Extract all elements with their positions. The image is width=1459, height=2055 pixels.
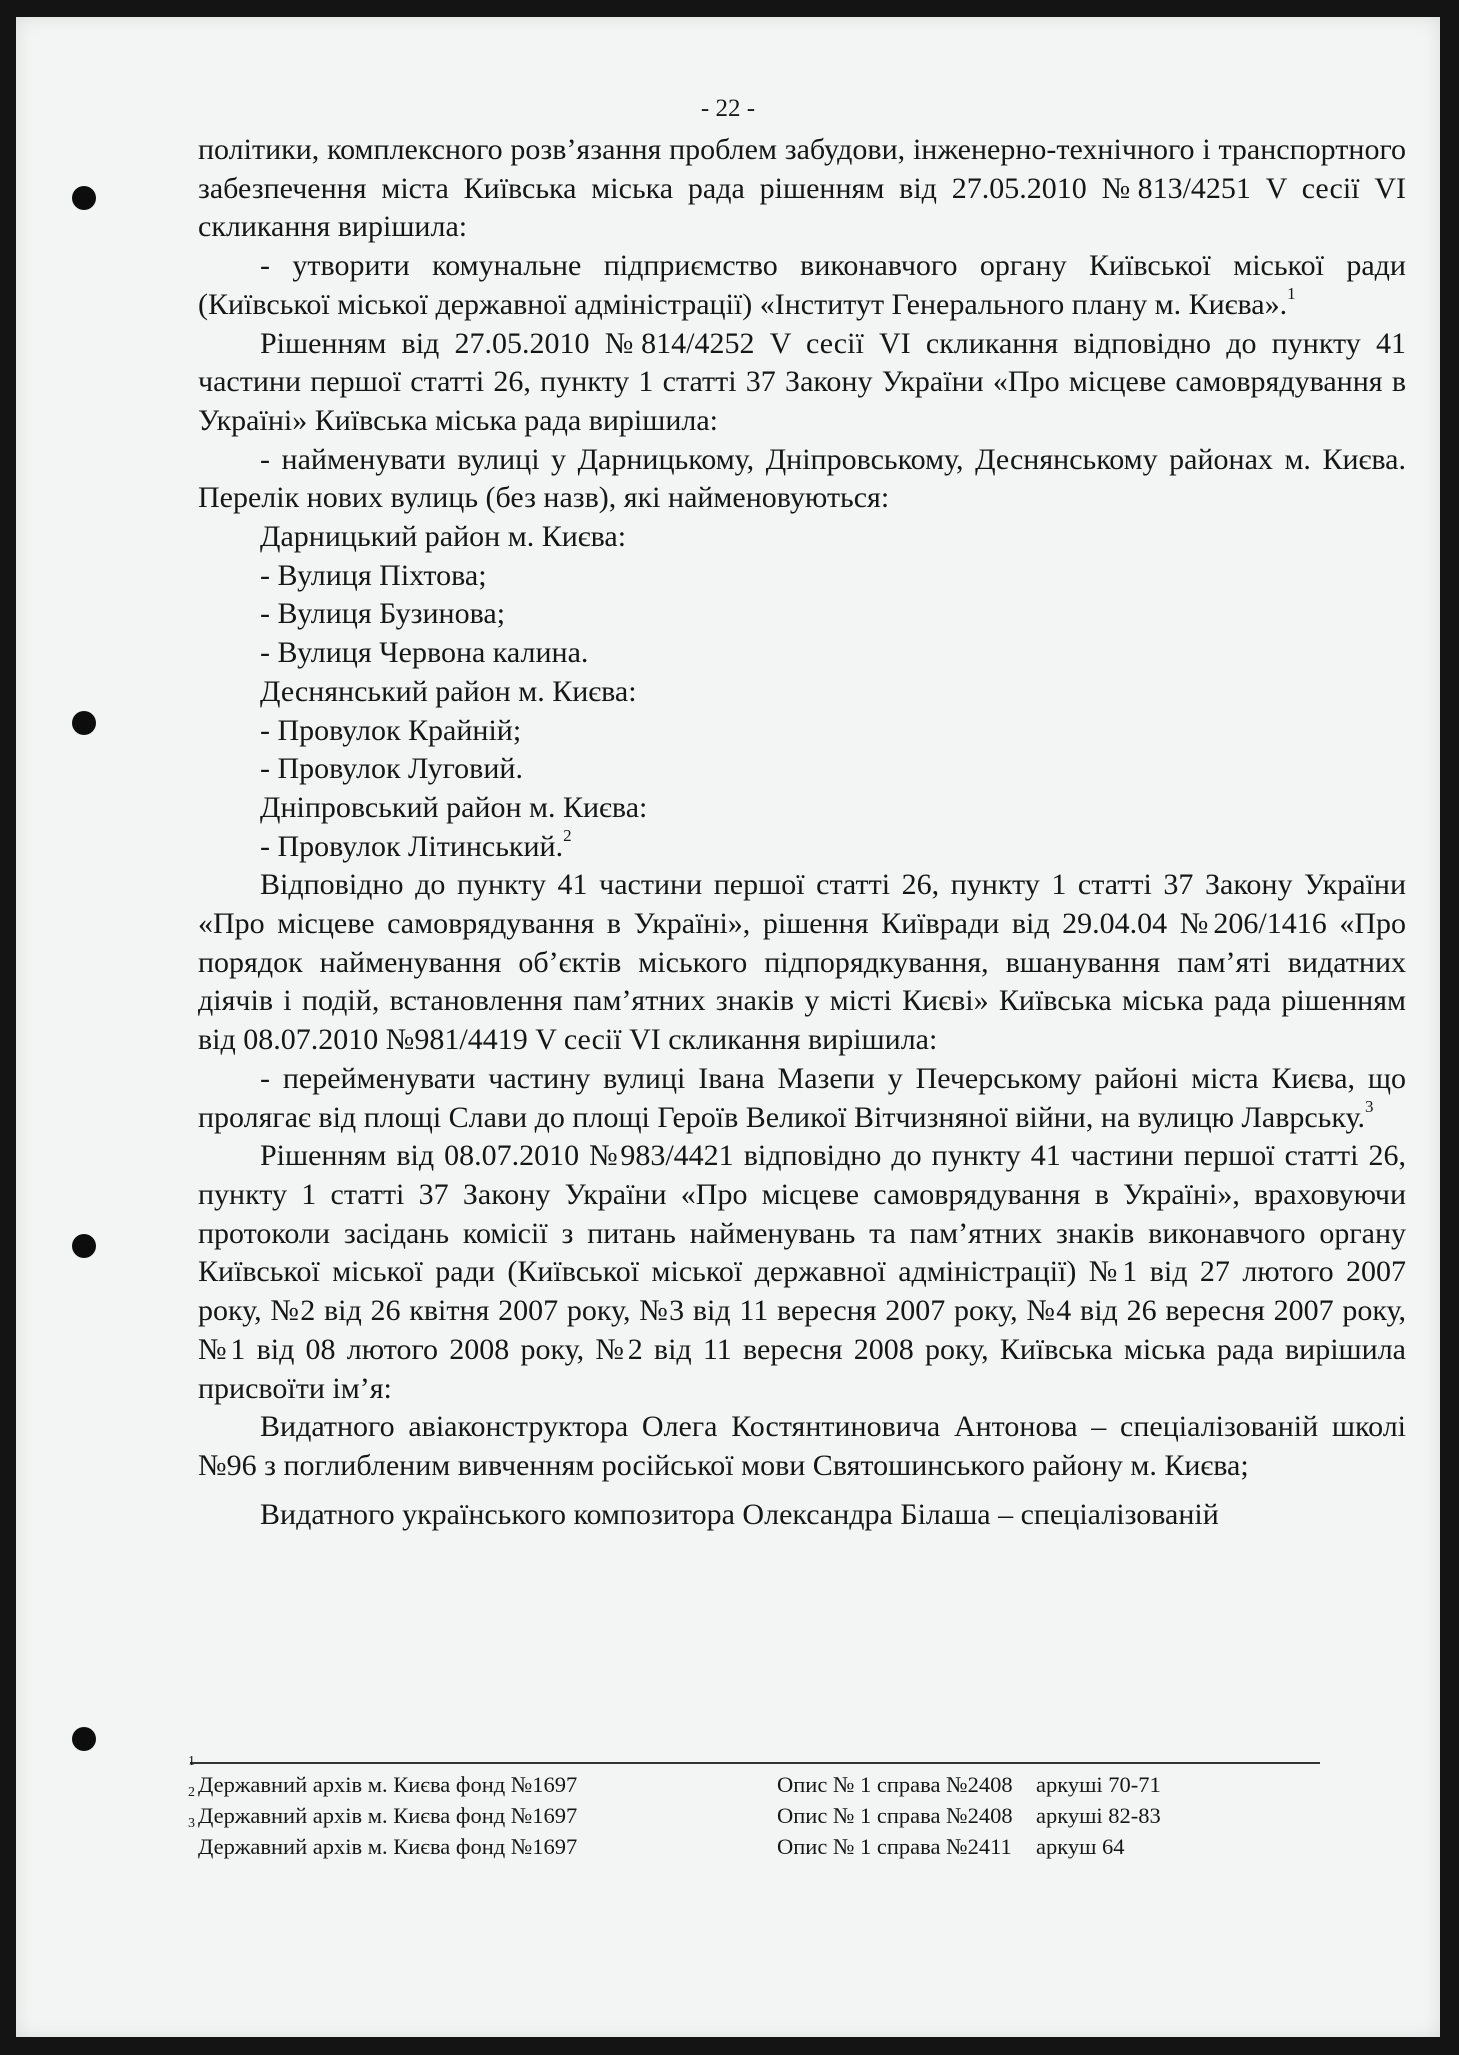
paragraph-text: Рішенням від 08.07.2010 №983/4421 відповідно до пункту 41 частини першої статті 26, пункту 1 статті 37 Закону України «Про місцеве самоврядування в Україні», враховуючи протоколи засідань комісії з питань найменувань та пам’ятних знаків виконавчого органу Київської міської ради (Київської міської державної адміністрації) №1 від 27 лютого 2007 року, №2 від 26 квітня 2007 року, №3 від 11 вересня 2007 року, №4 від 26 вересня 2007 року, №1 від 08 лютого 2008 року, №2 від 11 вересня 2008 року, Київська міська рада вирішила присвоїти ім’я: [198,1139,1406,1405]
paragraph-text: - Провулок Луговий. [260,752,523,786]
footnotes [188,1754,1388,1862]
paragraph-text: - найменувати вулиці у Дарницькому, Дніпровському, Деснянському районах м. Києва. Перелік нових вулиць (без назв), які найменовуються: [198,442,1406,515]
footnote-inventory: Опис № 1 справа №2408 [777,1803,1013,1828]
paragraph [198,1137,1406,1408]
paragraph [198,325,1406,441]
paragraph [198,825,1406,867]
paragraph [198,866,1406,1060]
document-body [198,131,1406,1534]
footnote-row: 3 Державний архів м. Києва фонд №1697 Опис № 1 справа №2411 аркуш 64 [188,1831,1388,1862]
paragraph [198,1496,1406,1535]
paragraph-text: - Вулиця Бузинова; [260,597,506,631]
paragraph [198,750,1406,789]
document-page [16,17,1440,2037]
paragraph-text: Відповідно до пункту 41 частини першої статті 26, пункту 1 статті 37 Закону України «Про місцеве самоврядування в Україні», рішення Київради від 29.04.04 №206/1416 «Про порядок найменування об’єктів міського підпорядкування, вшанування пам’яті видатних діячів і подій, встановлення пам’ятних знаків у місті Києві» Київська міська рада рішенням від 08.07.2010 №981/4419 V сесії VI скликання вирішила: [198,868,1406,1057]
paragraph [198,634,1406,673]
paragraph-text: - Провулок Крайній; [260,713,522,747]
paragraph-text: Видатного українського композитора Олександра Білаша – спеціалізованій [260,1497,1219,1531]
paragraph-text: - перейменувати частину вулиці Івана Мазепи у Печерському районі міста Києва, що пролягає від площі Слави до площі Героїв Великої Вітчизняної війни, на вулицю Лаврську. [198,1061,1406,1134]
paragraph-text: Видатного авіаконструктора Олега Костянтиновича Антонова – спеціалізованій школі №96 з поглибленим вивченням російської мови Святошинського району м. Києва; [198,1410,1406,1482]
paragraph-text: політики, комплексного розв’язання проблем забудови, інженерно-технічного і транспортного забезпечення міста Київська міська рада рішенням від 27.05.2010 №813/4251 V сесії VI скликання вирішила: [198,133,1406,244]
paragraph [198,712,1406,751]
paragraph-text: - Вулиця Піхтова; [260,558,487,592]
footnote-inventory: Опис № 1 справа №2411 [777,1834,1012,1859]
paragraph [198,595,1406,634]
footnote-reference: 1 [1287,283,1296,303]
paragraph [198,131,1406,247]
footnote-sheets: аркуш 64 [1036,1834,1125,1859]
punch-hole [72,186,96,210]
paragraph-text: Деснянський район м. Києва: [260,674,637,708]
paragraph [198,441,1406,518]
footnote-sheets: аркуші 70-71 [1036,1772,1161,1797]
footnote-archive: Державний архів м. Києва фонд №1697 [198,1834,578,1859]
paragraph [198,557,1406,596]
footnote-archive: Державний архів м. Києва фонд №1697 [198,1772,578,1797]
footnote-row: 1 Державний архів м. Києва фонд №1697 Опис № 1 справа №2408 аркуші 70-71 [188,1769,1388,1800]
punch-hole [72,1234,96,1258]
footnote-row: 2 Державний архів м. Києва фонд №1697 Опис № 1 справа №2408 аркуші 82-83 [188,1800,1388,1831]
paragraph [198,1408,1406,1485]
paragraph-text: Дніпровський район м. Києва: [260,790,648,824]
page-number: - 22 - [700,95,756,122]
paragraph [198,247,1406,324]
footnote-inventory: Опис № 1 справа №2408 [777,1772,1013,1797]
punch-hole [72,711,96,735]
paragraph [198,1060,1406,1137]
footnote-reference: 2 [563,825,572,845]
punch-hole [72,1727,96,1751]
paragraph-text: Дарницький район м. Києва: [260,520,627,554]
paragraph-text: - Вулиця Червона калина. [260,636,589,670]
paragraph [198,673,1406,712]
footnote-sheets: аркуші 82-83 [1036,1803,1161,1828]
paragraph-text: - Провулок Літинський. [260,829,564,863]
paragraph-text: Рішенням від 27.05.2010 №814/4252 V сесії VI скликання відповідно до пункту 41 частини першої статті 26, пункту 1 статті 37 Закону України «Про місцеве самоврядування в Україні» Київська міська рада вирішила: [198,326,1406,437]
footnote-reference: 3 [1365,1096,1374,1116]
paragraph-text: - утворити комунальне підприємство виконавчого органу Київської міської ради (Київської міської державної адміністрації) «Інститут Генерального плану м. Києва». [198,249,1406,321]
footnote-separator [190,1762,1320,1764]
paragraph [198,789,1406,828]
paragraph [198,518,1406,557]
footnote-archive: Державний архів м. Києва фонд №1697 [198,1803,578,1828]
